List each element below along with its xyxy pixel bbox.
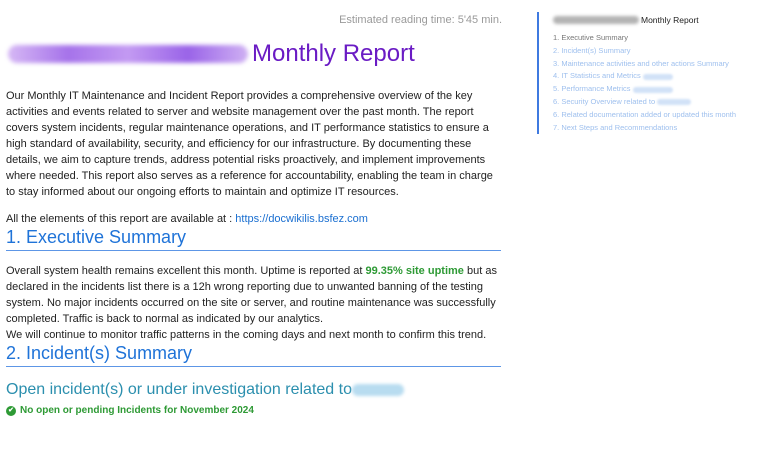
executive-summary-paragraph	[6, 263, 501, 327]
redacted-toc-suffix	[657, 99, 691, 105]
toc-item-executive-summary[interactable]	[553, 32, 760, 45]
toc-item-incident-summary[interactable]	[553, 45, 760, 58]
toc-item-next-steps[interactable]	[553, 122, 760, 135]
redacted-title-prefix	[8, 45, 248, 63]
toc-item-label: 5. Performance Metrics	[553, 84, 631, 94]
page-title	[8, 36, 501, 72]
check-circle-icon: ✔	[6, 406, 16, 416]
toc-item-label: 2. Incident(s) Summary	[553, 45, 631, 55]
section-heading-incident-summary: 2. Incident(s) Summary	[6, 343, 501, 367]
intro-paragraph: Our Monthly IT Maintenance and Incident Report provides a comprehensive overview of the key activities and events related to server and website management over the past month. The report covers system incidents, regular maintenance operations, and IT performance statistics to ensure a high standard of availability, security, and efficiency for our infrastructure. By documenting these details, we aim to capture trends, address potential risks proactively, and implement improvements where needed. This report also serves as a reference for accountability, enabling the team in charge to stay informed about our ongoing efforts to maintain and optimize IT resources.	[6, 90, 493, 198]
uptime-value: 99.35% site uptime	[365, 265, 464, 277]
toc-item-performance[interactable]	[553, 83, 760, 96]
redacted-toc-title-prefix	[553, 16, 639, 24]
availability-link[interactable]: https://docwikilis.bsfez.com	[235, 213, 368, 225]
availability-text: All the elements of this report are available at :	[6, 213, 236, 225]
redacted-subheading-suffix	[352, 384, 404, 396]
open-incidents-subheading	[6, 381, 501, 399]
toc-list	[553, 32, 760, 134]
toc-title[interactable]	[553, 12, 760, 28]
toc-item-related-docs[interactable]	[553, 109, 760, 122]
toc-title-text: Monthly Report	[641, 15, 699, 25]
incident-status	[6, 405, 501, 416]
redacted-toc-suffix	[643, 74, 673, 80]
open-incidents-subheading-text: Open incident(s) or under investigation related to	[6, 381, 352, 398]
incident-status-text: No open or pending Incidents for November 2024	[20, 405, 254, 416]
toc-item-label: 4. IT Statistics and Metrics	[553, 71, 641, 81]
section-heading-executive-summary: 1. Executive Summary	[6, 227, 501, 251]
executive-text-after: but as declared in the incidents list there is a 12h wrong reporting due to unwanted banning of the testing system. No major incidents occurred on the site or server, and routine maintenance was successfully completed. Traffic is back to normal as indicated by our analytics.	[6, 265, 497, 325]
toc-item-it-statistics[interactable]	[553, 70, 760, 83]
toc-item-label: 6. Related documentation added or updated this month	[553, 109, 737, 119]
report-content	[6, 36, 501, 416]
page-title-text: Monthly Report	[252, 40, 415, 67]
toc-item-maintenance[interactable]	[553, 58, 760, 71]
toc-item-label: 1. Executive Summary	[553, 33, 629, 42]
availability-paragraph	[6, 211, 501, 227]
toc-item-label: 3. Maintenance activities and other actions Summary	[553, 58, 729, 68]
executive-text-before: Overall system health remains excellent this month. Uptime is reported at	[6, 265, 366, 277]
toc-item-label: 6. Security Overview related to	[553, 96, 656, 106]
toc-item-security[interactable]	[553, 96, 760, 109]
toc-item-label: 7. Next Steps and Recommendations	[553, 122, 678, 132]
table-of-contents	[537, 12, 760, 134]
executive-summary-paragraph-2: We will continue to monitor traffic patterns in the coming days and next month to confirm this trend.	[6, 329, 487, 341]
redacted-toc-suffix	[633, 87, 673, 93]
reading-time: Estimated reading time: 5'45 min.	[339, 14, 502, 26]
